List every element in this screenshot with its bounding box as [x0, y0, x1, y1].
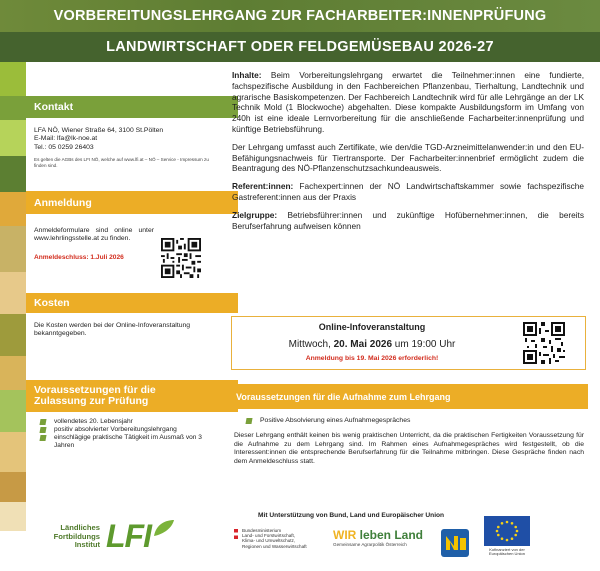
- kontakt-section: [34, 127, 220, 168]
- bm-line: Regionen und Wasserwirtschaft: [242, 543, 307, 549]
- leaf-icon: [152, 518, 176, 538]
- main-content: [232, 70, 584, 238]
- header-line-2: [0, 32, 600, 62]
- bm-line: Land- und Forstwirtschaft,: [242, 533, 296, 539]
- header-line-1: [0, 0, 600, 32]
- eu-logo-text: Kofinanziert von der Europäischen Union: [488, 546, 526, 557]
- info-date-suffix: um 19:00 Uhr: [392, 339, 456, 350]
- kontakt-phone: Tel.: 05 0259 26403: [34, 143, 94, 151]
- lehrgang-paragraph: Der Lehrgang umfasst auch Zertifikate, wie den/die TGD-Arzneimittelanwender:in und den EU-Befähigungsnachweis für Tiertransporte. Der Facharbeiter:innenbrief ermöglicht zudem die Beantragung des NÖ-Pflanzenschutzsachkundeausweis.: [232, 141, 584, 174]
- kontakt-email: E-Mail: lfa@lk-noe.at: [34, 135, 98, 143]
- info-date-prefix: Mittwoch,: [288, 339, 334, 350]
- kosten-text: Die Kosten werden bei der Online-Infoveranstaltung bekanntgegeben.: [34, 322, 191, 338]
- referent-text: Fachexpert:innen der NÖ Landwirtschaftskammer sowie fachspezifische Gastreferent:innen aus der Praxis: [232, 181, 584, 202]
- kosten-heading: [26, 293, 238, 313]
- wir-logo-a: WIR: [333, 528, 357, 542]
- zielgruppe-paragraph: [232, 210, 584, 232]
- wir-logo-sub: Gemeinsame Agrarpolitik Österreich: [333, 542, 407, 547]
- kosten-heading-label: Kosten: [34, 297, 70, 309]
- kontakt-heading-label: Kontakt: [34, 101, 74, 113]
- lfi-logo-line2: Fortbildungs: [53, 531, 100, 541]
- lfi-logo: [40, 518, 180, 560]
- infoveranstaltung-box: [231, 316, 586, 370]
- list-item-text: einschlägige praktische Tätigkeit im Ausmaß von 3 Jahren: [54, 434, 202, 450]
- list-item: [40, 434, 220, 450]
- noe-logo-icon: [440, 528, 470, 558]
- aufnahme-text: Dieser Lehrgang enthält keinen bis wenig praktischen Unterricht, da die praktischen Fertigkeiten Voraussetzung für die Aufnahme zu dem Lehrgang sind. Im Rahmen eines Aufnahmegespräches wird festgestellt, ob die Interessent:innen die entsprechende Berufserfahrung für die Teilnahme mitbringen. Diese Gespräche finden nach dem Anmeldeschluss statt.: [234, 432, 584, 465]
- inhalte-paragraph: [232, 70, 584, 135]
- info-date-bold: 20. Mai 2026: [333, 339, 392, 350]
- zulassung-heading-line1: Voraussetzungen für die: [34, 384, 156, 396]
- bundesministerium-logo: [234, 528, 330, 564]
- support-line: Mit Unterstützung von Bund, Land und Europäischer Union: [258, 512, 445, 519]
- decor-color-strip: [0, 62, 26, 571]
- bm-line: Bundesministerium: [242, 528, 282, 533]
- austria-flag-icon: [234, 529, 238, 539]
- zulassung-heading-line2: Zulassung zur Prüfung: [34, 395, 149, 407]
- bullet-icon: [39, 435, 46, 441]
- bullet-icon: [39, 419, 46, 425]
- bullet-icon: [39, 427, 46, 433]
- anmeldung-heading: [26, 191, 238, 214]
- aufnahme-list-item: [246, 417, 590, 424]
- header-title: VORBEREITUNGSLEHRGANG ZUR FACHARBEITER:INNENPRÜFUNG: [53, 8, 547, 24]
- zielgruppe-text: Betriebsführer:innen und zukünftige Hofübernehmer:innen, die bereits Berufserfahrung aufweisen können: [232, 209, 584, 231]
- anmeldung-text: Anmeldeformulare sind online unter www.lehrlingsstelle.at zu finden.: [34, 227, 154, 243]
- wir-logo-b: leben Land: [359, 528, 424, 542]
- anmeldung-qr-code[interactable]: [161, 238, 201, 278]
- eu-logo: [484, 516, 530, 566]
- anmeldeschluss: Anmeldeschluss: 1.Juli 2026: [34, 253, 124, 261]
- inhalte-text: Beim Vorbereitungslehrgang erwartet die Teilnehmer:innen eine fundierte, fachspezifische Ausbildung in den Fachbereichen Pflanzenbau, Tierhaltung, Landtechnik und agrarische Basiskompetenzen. Der Fachbereich Landtechnik wird für alle Lehrgänge an der LK Technik Mold (1 Blockwoche) abgehalten. Diese kompakte Ausbildungsform im Umfang von 240h ist eine ideale Lernvorbereitung für die anschließende Facharbeiter:innenprüfung und künftige Betriebsführung.: [232, 70, 584, 134]
- zulassung-heading: [26, 380, 238, 412]
- anmeldung-section: [34, 227, 154, 262]
- aufnahme-item-text: Positive Absolvierung eines Aufnahmegespräches: [260, 417, 411, 424]
- aufnahme-heading-label: Voraussetzungen für die Aufnahme zum Lehrgang: [236, 391, 451, 402]
- referent-paragraph: [232, 181, 584, 203]
- lfi-logo-line3: Institut: [74, 540, 100, 550]
- list-item-text: positiv absolvierter Vorbereitungslehrgang: [54, 426, 177, 434]
- anmeldung-heading-label: Anmeldung: [34, 196, 92, 209]
- inhalte-label: Inhalte:: [232, 70, 262, 80]
- info-date: [232, 339, 512, 350]
- eu-flag-icon: [484, 516, 530, 546]
- list-item: [40, 426, 220, 434]
- agb-note: Es gelten die AGBs des LFI NÖ, welche auf www.lfi.at – NÖ – Service - Impressum zu finden sind.: [34, 157, 209, 168]
- info-title: Online-Infoveranstaltung: [318, 322, 426, 332]
- aufnahme-heading: [228, 384, 588, 409]
- info-qr-code[interactable]: [523, 322, 565, 364]
- zielgruppe-label: Zielgruppe:: [232, 209, 278, 220]
- wir-leben-land-logo: [333, 528, 437, 562]
- list-item: [40, 418, 220, 426]
- kontakt-address: LFA NÖ, Wiener Straße 64, 3100 St.Pölten: [34, 127, 164, 134]
- zulassung-list: [40, 418, 220, 450]
- list-item-text: vollendetes 20. Lebensjahr: [54, 418, 133, 425]
- kontakt-heading: [26, 96, 238, 118]
- bullet-icon: [245, 418, 252, 424]
- lfi-logo-mark: LFI: [106, 518, 151, 554]
- header-subtitle: LANDWIRTSCHAFT ODER FELDGEMÜSEBAU 2026-27: [106, 39, 494, 55]
- lfi-logo-line1: Ländliches: [60, 523, 100, 532]
- referent-label: Referent:innen:: [232, 181, 294, 192]
- bm-line: Klima- und Umweltschutz,: [242, 538, 296, 544]
- info-note: Anmeldung bis 19. Mai 2026 erforderlich!: [305, 355, 439, 362]
